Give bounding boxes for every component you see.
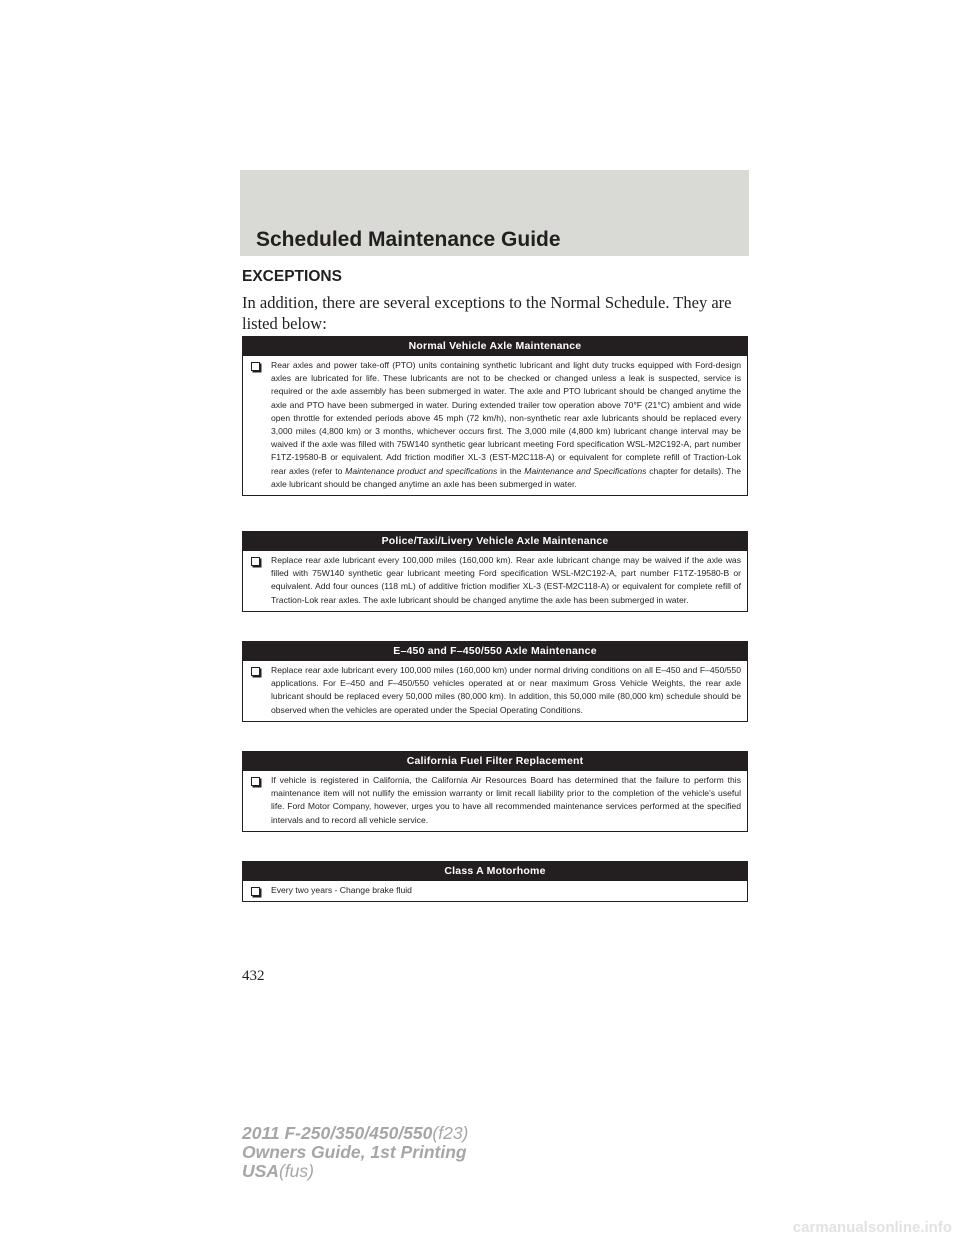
footer-model: 2011 F-250/350/450/550 bbox=[242, 1123, 433, 1143]
box-text-italic: Maintenance product and specifications bbox=[345, 465, 498, 476]
checkbox-icon[interactable] bbox=[251, 667, 260, 676]
box-text: Every two years - Change brake fluid bbox=[271, 885, 412, 895]
checkbox-icon[interactable] bbox=[251, 887, 260, 896]
box-text: Replace rear axle lubricant every 100,000 miles (160,000 km) under normal driving conditions on all E–450 and F–450/550 applications. For E–450 and F–450/550 vehicles operated at or near maximum Gross Vehicle Weights, the rear axle lubricant should be replaced every 50,000 miles (80,000 km). In addition, this 50,000 mile (80,000 km) schedule should be observed when the vehicles are operated under the Special Operating Conditions. bbox=[271, 665, 741, 715]
box-body bbox=[243, 771, 747, 831]
watermark: carmanualsonline.info bbox=[792, 1219, 952, 1236]
box-body bbox=[243, 356, 747, 495]
page-number: 432 bbox=[242, 968, 265, 984]
box-title: Normal Vehicle Axle Maintenance bbox=[243, 337, 747, 356]
box-text: If vehicle is registered in California, the California Air Resources Board has determined that the failure to perform this maintenance item will not nullify the emission warranty or limit recall liability prior to the completion of the vehicle's useful life. Ford Motor Company, however, urges you to have all recommended maintenance services performed at the specified intervals and to record all vehicle service. bbox=[271, 775, 741, 825]
section-heading: EXCEPTIONS bbox=[242, 268, 342, 285]
california-fuel-filter-box bbox=[242, 751, 748, 832]
intro-paragraph: In addition, there are several exceptions to the Normal Schedule. They are listed below: bbox=[242, 293, 732, 333]
box-body bbox=[243, 881, 747, 901]
footer-printing: Owners Guide, 1st Printing bbox=[242, 1142, 467, 1162]
box-text: Replace rear axle lubricant every 100,000 miles (160,000 km). Rear axle lubricant change may be waived if the axle was filled with 75W140 synthetic gear lubricant meeting Ford specification WSL-M2C192-A, part number F1TZ-19580-B or equivalent. Add four ounces (118 mL) of additive friction modifier XL-3 (EST-M2C118-A) or equivalent for complete refill of Traction-Lok rear axles. The axle lubricant should be changed anytime the axle has been submerged in water. bbox=[271, 555, 741, 605]
header-band bbox=[240, 170, 749, 256]
box-title: Class A Motorhome bbox=[243, 862, 747, 881]
e450-f450-axle-maintenance-box bbox=[242, 641, 748, 722]
footer-market-code: (fus) bbox=[278, 1161, 314, 1181]
checkbox-icon[interactable] bbox=[251, 362, 260, 371]
box-body bbox=[243, 661, 747, 721]
box-title: California Fuel Filter Replacement bbox=[243, 752, 747, 771]
checkbox-icon[interactable] bbox=[251, 777, 260, 786]
footer-imprint bbox=[242, 1124, 468, 1181]
box-title: E–450 and F–450/550 Axle Maintenance bbox=[243, 642, 747, 661]
class-a-motorhome-box bbox=[242, 861, 748, 902]
page-title: Scheduled Maintenance Guide bbox=[256, 228, 561, 251]
normal-axle-maintenance-box bbox=[242, 336, 748, 496]
box-title: Police/Taxi/Livery Vehicle Axle Maintenance bbox=[243, 532, 747, 551]
checkbox-icon[interactable] bbox=[251, 557, 260, 566]
police-taxi-axle-maintenance-box bbox=[242, 531, 748, 612]
box-body bbox=[243, 551, 747, 611]
footer-market: USA bbox=[242, 1161, 279, 1181]
box-text: in the bbox=[497, 465, 525, 476]
box-text: chapter for details). The axle lubricant should be changed anytime an axle has been submerged in water. bbox=[271, 465, 741, 489]
footer-model-code: (f23) bbox=[432, 1123, 469, 1143]
box-text: Rear axles and power take-off (PTO) units containing synthetic lubricant and light duty trucks equipped with Ford-design axles are lubricated for life. These lubricants are not to be checked or changed unless a leak is suspected, service is required or the axle assembly has been submerged in water. The axle and PTO lubricant should be changed anytime the axle and PTO have been submerged in water. During extended trailer tow operation above 70°F (21°C) ambient and wide open throttle for extended periods above 45 mph (72 km/h), non-synthetic rear axle lubricants should be replaced every 3,000 miles (4,800 km) or 3 months, whichever occurs first. The 3,000 mile (4,800 km) lubricant change interval may be waived if the axle was filled with 75W140 synthetic gear lubricant meeting Ford specification WSL-M2C192-A, part number F1TZ-19580-B or equivalent. Add friction modifier XL-3 (EST-M2C118-A) or equivalent for complete refill of Traction-Lok rear axles (refer to bbox=[271, 360, 741, 476]
box-text-italic: Maintenance and Specifications bbox=[524, 465, 647, 476]
